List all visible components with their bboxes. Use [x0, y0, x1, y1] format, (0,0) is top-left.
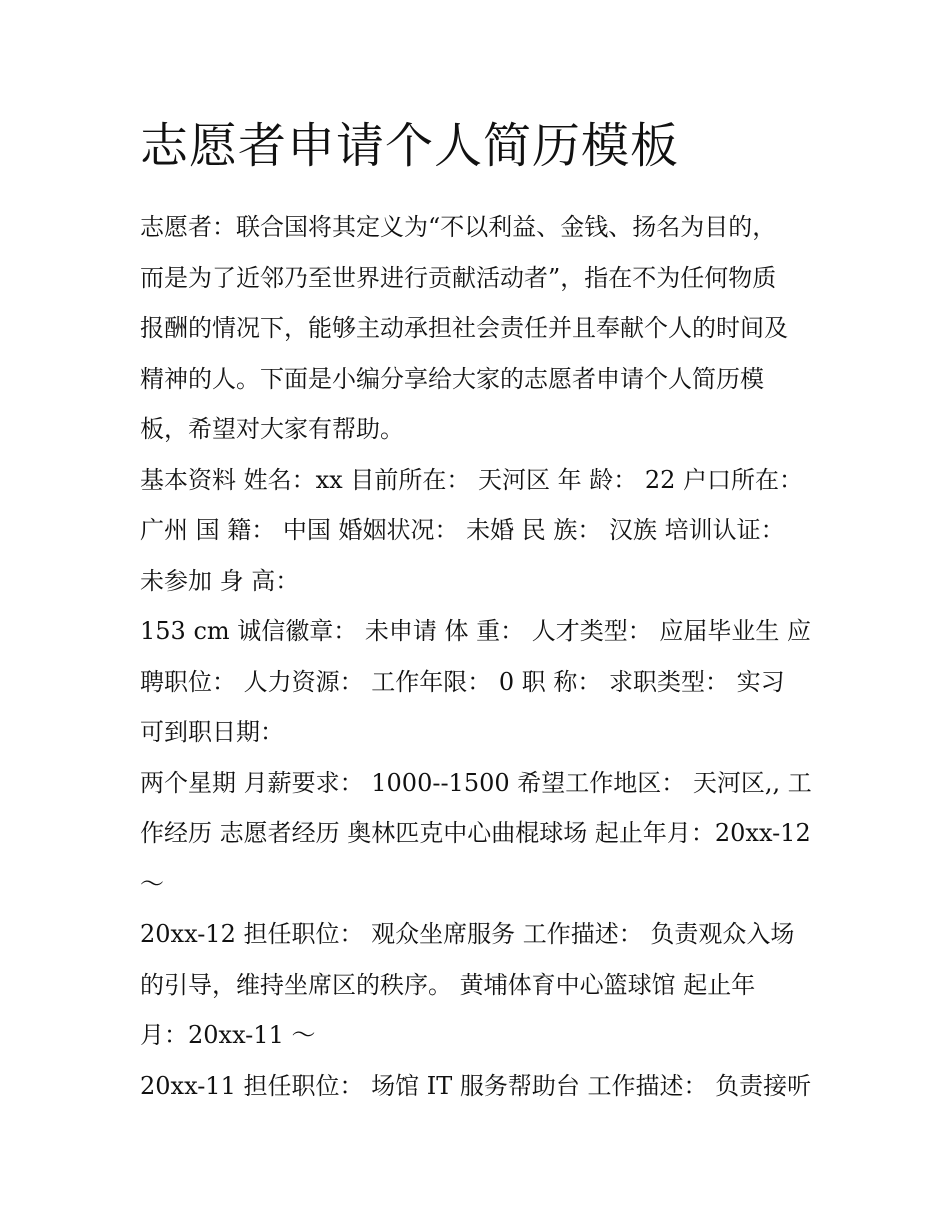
document-page: [140, 112, 820, 1111]
paragraph-basic-info: [140, 455, 820, 607]
text-line: 20xx-11 担任职位： 场馆 IT 服务帮助台 工作描述： 负责接听: [140, 1071, 812, 1100]
page-title: 志愿者申请个人简历模板: [140, 118, 680, 174]
text-line: 月：20xx-11 ～: [140, 1021, 316, 1049]
paragraph-experience-1: [140, 909, 820, 1061]
text-line: 广州 国 籍： 中国 婚姻状况： 未婚 民 族： 汉族 培训认证：: [140, 516, 785, 544]
text-line: 板，希望对大家有帮助。: [140, 415, 404, 443]
text-line: 未参加 身 高：: [140, 566, 300, 595]
text-line: 精神的人。下面是小编分享给大家的志愿者申请个人简历模: [140, 364, 764, 393]
text-line: 作经历 志愿者经历 奥林匹克中心曲棍球场 起止年月：20xx-12: [140, 819, 811, 847]
text-line: 志愿者：联合国将其定义为“不以利益、金钱、扬名为目的，: [140, 213, 777, 241]
text-line: 而是为了近邻乃至世界进行贡献活动者”，指在不为任何物质: [140, 263, 777, 292]
paragraph-intro: [140, 202, 820, 455]
text-line: 报酬的情况下，能够主动承担社会责任并且奉献个人的时间及: [140, 314, 788, 342]
text-line: 153 cm 诚信徽章： 未申请 体 重： 人才类型： 应届毕业生 应: [140, 617, 812, 645]
text-line: 可到职日期：: [140, 718, 284, 746]
paragraph-job-info: [140, 606, 820, 758]
text-line: 两个星期 月薪要求： 1000--1500 希望工作地区： 天河区,, 工: [140, 768, 812, 797]
text-line: 20xx-12 担任职位： 观众坐席服务 工作描述： 负责观众入场: [140, 920, 795, 948]
text-line: 聘职位： 人力资源： 工作年限： 0 职 称： 求职类型： 实习: [140, 667, 785, 696]
text-line: 基本资料 姓名：xx 目前所在： 天河区 年 龄： 22 户口所在：: [140, 465, 804, 494]
paragraph-experience-2: [140, 1061, 820, 1112]
text-line: 的引导，维持坐席区的秩序。 黄埔体育中心篮球馆 起止年: [140, 970, 756, 999]
paragraph-availability: [140, 758, 820, 910]
text-line: ～: [140, 869, 164, 898]
